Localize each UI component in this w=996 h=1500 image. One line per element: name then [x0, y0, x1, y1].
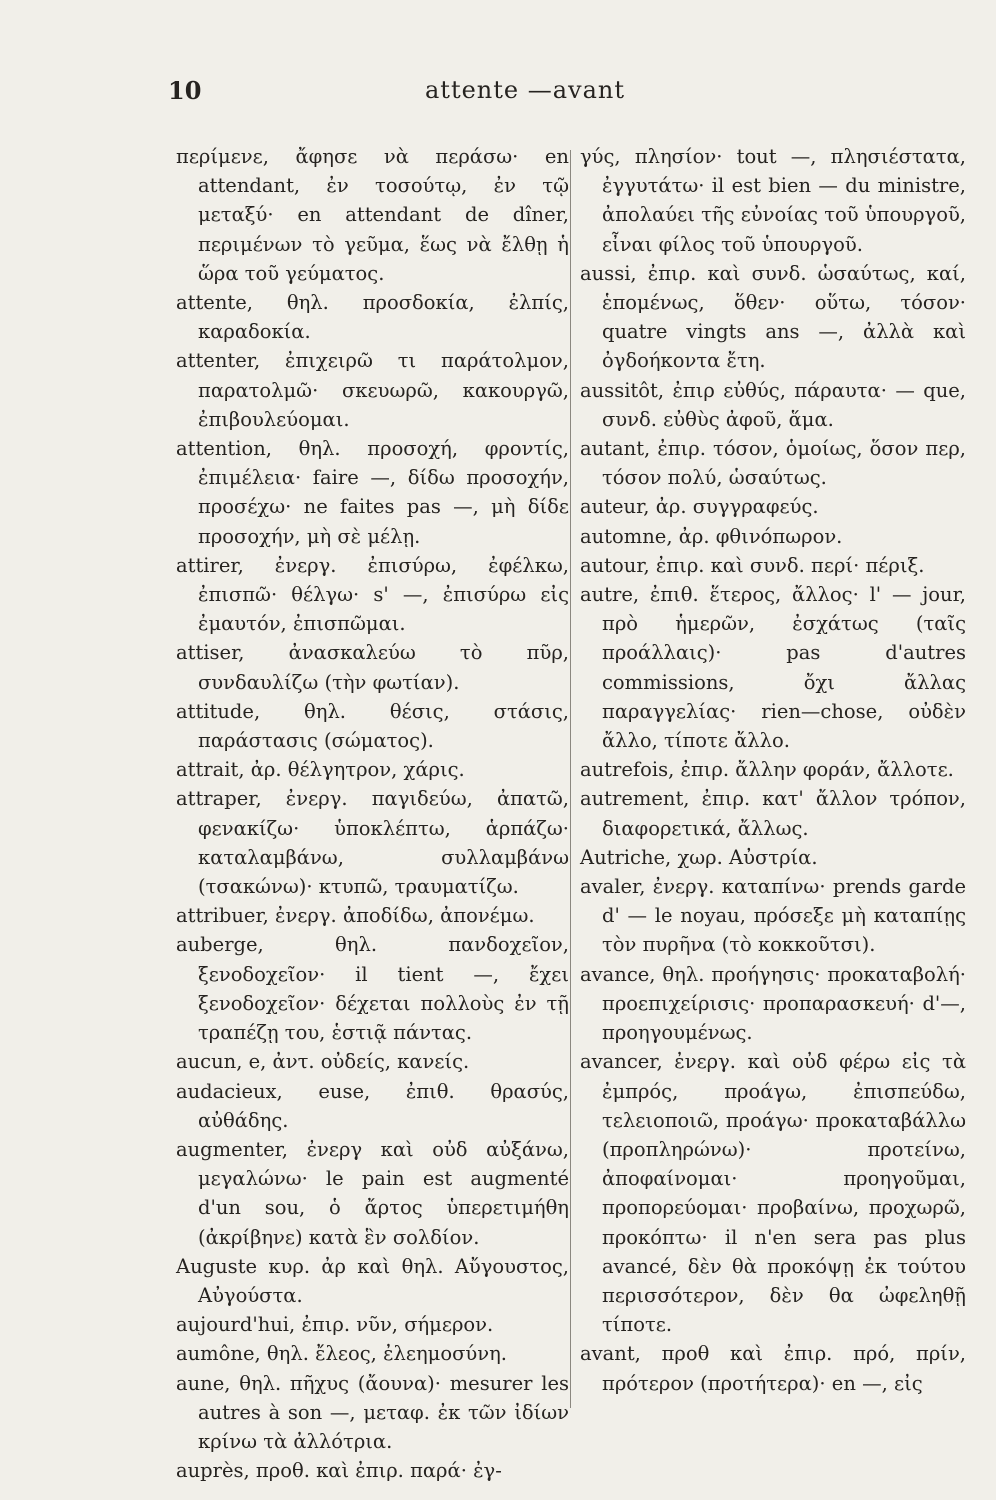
dictionary-entry: aumône, θηλ. ἔλεος, ἐλεημοσύνη. [176, 1342, 507, 1366]
running-head: attente —avant [424, 76, 625, 104]
dictionary-entry: avaler, ἐνεργ. καταπίνω· prends garde d' — le noyau, πρόσεξε μὴ καταπίῃς τὸν πυρῆνα (τὸ κοκκοῦτσι). [580, 875, 966, 957]
dictionary-entry: attraper, ἐνεργ. παγιδεύω, ἀπατῶ, φενακίζω· ὑποκλέπτω, ἁρπάζω· καταλαμβάνω, συλλαμβάνω (τσακώνω)· κτυπῶ, τραυματίζω. [176, 787, 569, 899]
dictionary-entry: attente, θηλ. προσδοκία, ἐλπίς, καραδοκία. [176, 291, 569, 344]
dictionary-entry: attitude, θηλ. θέσις, στάσις, παράστασις (σώματος). [176, 699, 569, 753]
dictionary-entry: attribuer, ἐνεργ. ἀποδίδω, ἀπονέμω. [176, 904, 535, 928]
dictionary-entry: Auguste κυρ. ἀρ καὶ θηλ. Αὔγουστος, Αὐγούστα. [176, 1254, 569, 1307]
dictionary-entry: avant, προθ καὶ ἐπιρ. πρό, πρίν, πρότερον (προτήτερα)· en —, εἰς [580, 1342, 966, 1395]
left-column [176, 142, 569, 1485]
dictionary-entry: audacieux, euse, ἐπιθ. θρασύς, αὐθάδης. [176, 1079, 569, 1132]
right-column [580, 142, 966, 1398]
dictionary-entry: aujourd'hui, ἐπιρ. νῦν, σήμερον. [176, 1313, 494, 1337]
page-number: 10 [168, 76, 202, 105]
dictionary-entry: autour, ἐπιρ. καὶ συνδ. περί· πέριξ. [580, 553, 925, 577]
dictionary-entry: auberge, θηλ. πανδοχεῖον, ξενοδοχεῖον· il tient —, ἔχει ξενοδοχεῖον· δέχεται πολλοὺς ἐν τῇ τραπέζῃ του, ἑστιᾷ πάντας. [176, 933, 569, 1045]
dictionary-entry: avance, θηλ. προήγησις· προκαταβολή· προεπιχείρισις· προπαρασκευή· d'—, προηγουμένως. [580, 962, 966, 1045]
dictionary-entry: γύς, πλησίον· tout —, πλησιέστατα, ἐγγυτάτω· il est bien — du ministre, ἀπολαύει τῆς εὐνοίας τοῦ ὑπουργοῦ, εἶναι φίλος τοῦ ὑπουργοῦ. [580, 145, 966, 256]
dictionary-entry: autrement, ἐπιρ. κατ' ἄλλον τρόπον, διαφορετικά, ἄλλως. [580, 787, 966, 840]
dictionary-entry: augmenter, ἐνεργ καὶ οὐδ αὐξάνω, μεγαλώνω· le pain est augmenté d'un sou, ὁ ἄρτος ὑπερετιμήθη (ἀκρίβηνε) κατὰ ἓν σολδίον. [176, 1137, 569, 1249]
dictionary-entry: autant, ἐπιρ. τόσον, ὁμοίως, ὅσον περ, τόσον πολύ, ὡσαύτως. [580, 437, 966, 490]
dictionary-entry: Autriche, χωρ. Αὐστρία. [580, 845, 818, 869]
dictionary-entry: aussi, ἐπιρ. καὶ συνδ. ὡσαύτως, καί, ἑπομένως, ὅθεν· οὕτω, τόσον· quatre vingts ans —, ἀλλὰ καὶ ὀγδοήκοντα ἔτη. [580, 261, 966, 373]
dictionary-entry: attrait, ἀρ. θέλγητρον, χάρις. [176, 758, 465, 782]
dictionary-entry: περίμενε, ἄφησε νὰ περάσω· en attendant, ἐν τοσούτῳ, ἐν τῷ μεταξύ· en attendant de dîner, περιμένων τὸ γεῦμα, ἕως νὰ ἔλθῃ ἡ ὥρα τοῦ γεύματος. [176, 145, 569, 285]
dictionary-entry: autre, ἐπιθ. ἕτερος, ἄλλος· l' — jour, πρὸ ἡμερῶν, ἐσχάτως (ταῖς προάλλαις)· pas d'autres commissions, ὄχι ἄλλας παραγγελίας· rien—chose, οὐδὲν ἄλλο, τίποτε ἄλλο. [580, 583, 966, 753]
dictionary-entry: aussitôt, ἐπιρ εὐθύς, πάραυτα· — que, συνδ. εὐθὺς ἀφοῦ, ἅμα. [580, 378, 966, 431]
dictionary-entry: attenter, ἐπιχειρῶ τι παράτολμον, παρατολμῶ· σκευωρῶ, κακουργῶ, ἐπιβουλεύομαι. [176, 349, 569, 431]
dictionary-entry: automne, ἀρ. φθινόπωρον. [580, 524, 843, 548]
dictionary-entry: avancer, ἐνεργ. καὶ οὐδ φέρω εἰς τὰ ἐμπρός, προάγω, ἐπισπεύδω, τελειοποιῶ, προάγω· προκαταβάλλω (προπληρώνω)· προτείνω, ἀποφαίνομαι· προηγοῦμαι, προπορεύομαι· προβαίνω, προχωρῶ, προκόπτω· il n'en sera pas plus avancé, δὲν θὰ προκόψῃ ἐκ τούτου περισσότερον, δὲν θα ὠφεληθῇ τίποτε. [580, 1050, 966, 1337]
dictionary-entry: attirer, ἐνεργ. ἐπισύρω, ἐφέλκω, ἐπισπῶ· θέλγω· s' —, ἐπισύρω εἰς ἐμαυτόν, ἐπισπῶμαι. [176, 553, 569, 636]
dictionary-entry: aucun, e, ἀντ. οὐδείς, κανείς. [176, 1050, 470, 1074]
dictionary-entry: auteur, ἀρ. συγγραφεύς. [580, 495, 819, 519]
dictionary-entry: attention, θηλ. προσοχή, φροντίς, ἐπιμέλεια· faire —, δίδω προσοχήν, προσέχω· ne faites pas —, μὴ δίδε προσοχήν, μὴ σὲ μέλῃ. [176, 437, 569, 548]
dictionary-entry: aune, θηλ. πῆχυς (ἄουνα)· mesurer les autres à son —, μεταφ. ἐκ τῶν ἰδίων κρίνω τὰ ἀλλότρια. [176, 1371, 569, 1453]
dictionary-entry: attiser, ἀνασκαλεύω τὸ πῦρ, συνδαυλίζω (τὴν φωτίαν). [176, 641, 569, 694]
dictionary-entry: autrefois, ἐπιρ. ἄλλην φοράν, ἄλλοτε. [580, 758, 954, 782]
dictionary-entry: auprès, προθ. καὶ ἐπιρ. παρά· ἐγ- [176, 1459, 502, 1483]
column-divider [570, 150, 571, 1408]
